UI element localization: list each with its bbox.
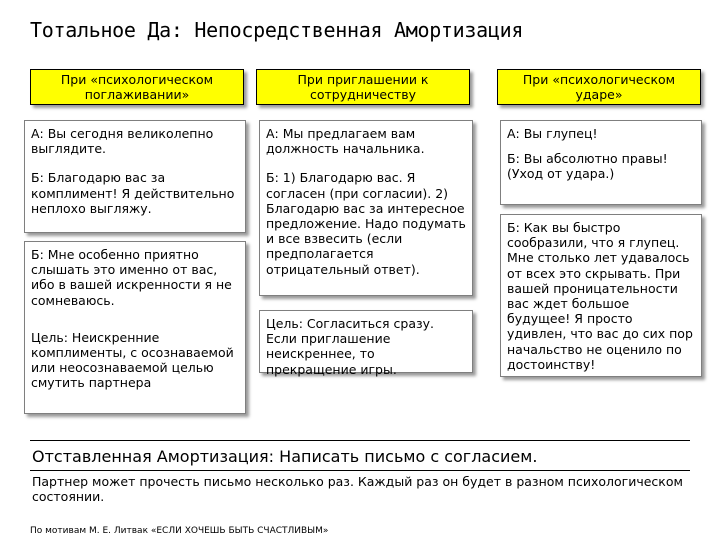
dialog-box-cooperation-2 bbox=[259, 310, 473, 377]
column-header-label: При «психологическом ударе» bbox=[522, 72, 676, 102]
dialog-line: А: Мы предлагаем вам должность начальника. bbox=[266, 126, 425, 157]
dialog-line: Б: Мне особенно приятно слышать это именно от вас, ибо в вашей искренности я не сомневаюсь. bbox=[31, 247, 232, 308]
goal-text: Цель: Неискренние комплименты, с осознаваемой или неосознаваемой целью смутить партнера bbox=[31, 329, 234, 391]
dialog-line: А: Вы сегодня великолепно выглядите. bbox=[31, 126, 214, 157]
dialog-line: Б: Благодарю вас за комплимент! Я действительно неплохо выгляжу. bbox=[31, 170, 235, 216]
column-header-blow bbox=[497, 69, 701, 105]
dialog-box-blow-2 bbox=[500, 214, 702, 377]
column-header-label: При приглашении к сотрудничеству bbox=[297, 72, 429, 102]
divider-line bbox=[30, 440, 690, 441]
source-credit: По мотивам М. Е. Литвак «ЕСЛИ ХОЧЕШЬ БЫТЬ СЧАСТЛИВЫМ» bbox=[30, 526, 329, 536]
note-text: Партнер может прочесть письмо несколько раз. Каждый раз он будет в разном психологическом состоянии. bbox=[32, 474, 683, 504]
dialog-box-stroking-2 bbox=[24, 241, 246, 414]
column-header-label: При «психологическом поглаживании» bbox=[60, 72, 214, 102]
delayed-amortization-heading: Отставленная Амортизация: Написать письмо с согласием. bbox=[32, 447, 538, 466]
page-title: Тотальное Да: Непосредственная Амортизация bbox=[30, 18, 524, 42]
column-header-stroking bbox=[30, 69, 244, 105]
goal-text: Цель: Согласиться сразу. Если приглашение неискреннее, то прекращение игры. bbox=[266, 316, 435, 377]
divider-line bbox=[30, 470, 690, 471]
dialog-line: Б: 1) Благодарю вас. Я согласен (при согласии). 2) Благодарю вас за интересное предложение. Надо подумать и все взвесить (если предполагается отрицательный ответ). bbox=[266, 170, 466, 277]
dialog-line: Б: Как вы быстро сообразили, что я глупец. Мне столько лет удавалось от всех это скрывать. При вашей проницательности вас ждет большое будущее! Я просто удивлен, что вас до сих пор начальство не оценило по достоинству! bbox=[507, 220, 693, 372]
dialog-line: Б: Вы абсолютно правы! (Уход от удара.) bbox=[507, 151, 668, 182]
column-header-cooperation bbox=[256, 69, 470, 105]
dialog-box-stroking-1 bbox=[24, 120, 246, 233]
dialog-box-blow-1 bbox=[500, 120, 702, 205]
dialog-line: А: Вы глупец! bbox=[507, 126, 598, 141]
dialog-box-cooperation-1 bbox=[259, 120, 473, 296]
